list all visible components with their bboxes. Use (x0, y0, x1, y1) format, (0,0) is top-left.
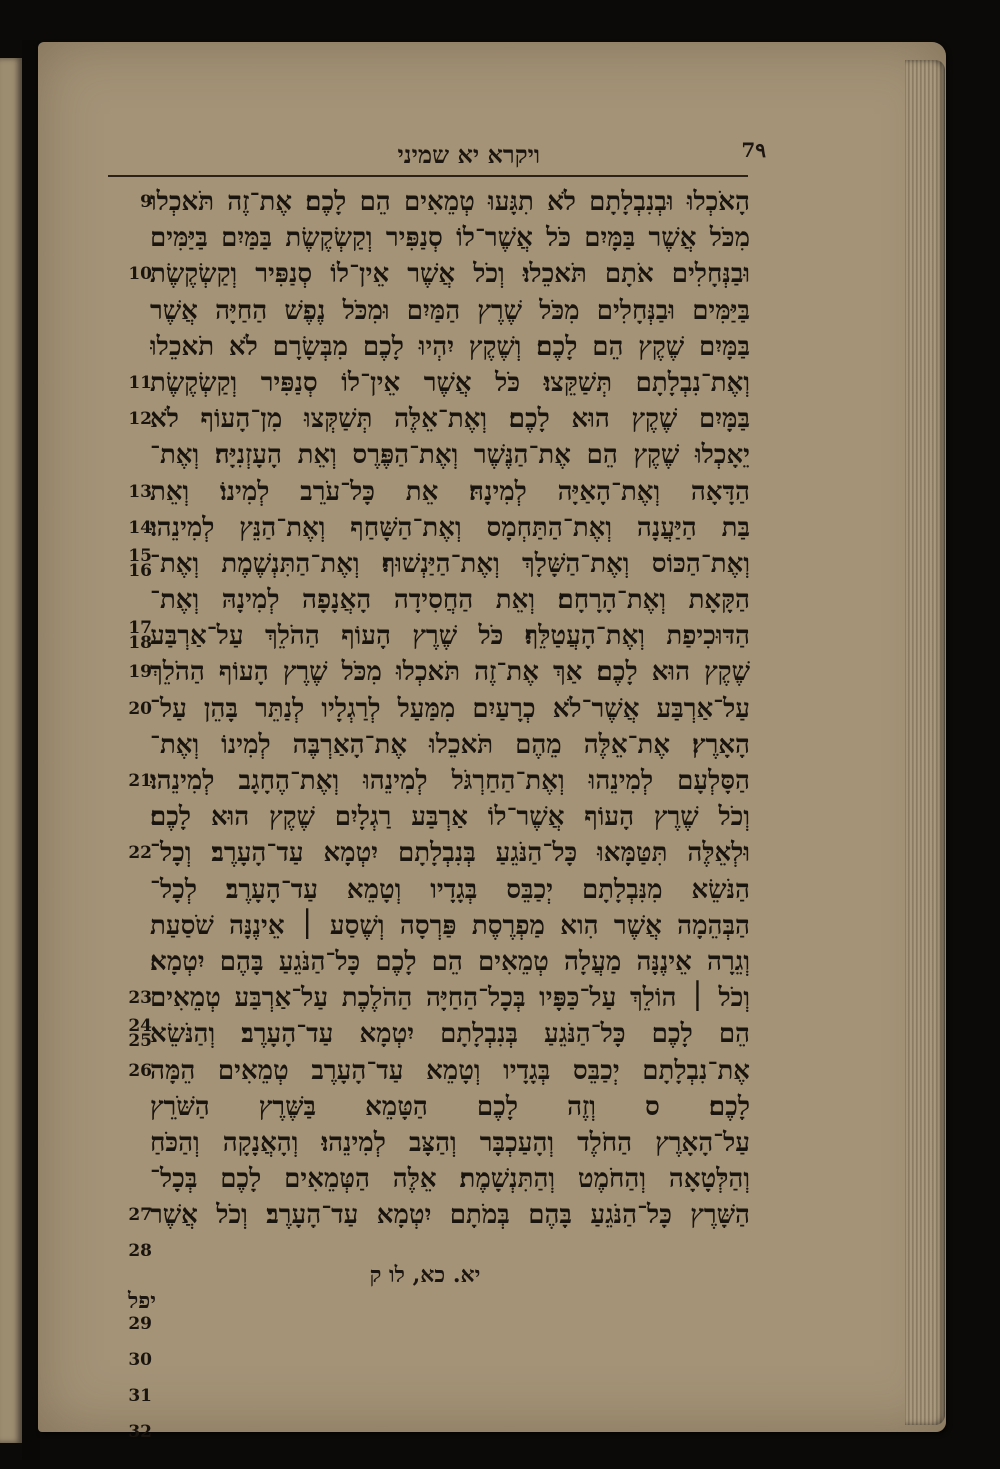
verse-number (112, 1089, 152, 1125)
verse-number (112, 582, 152, 618)
text-line: וְגֵרָה אֵינֶנָּה מַעֲלָה טְמֵאִים הֵם לָכֶם כָּל־הַנֹּגֵעַ בָּהֶם יִטְמָא׃ (150, 946, 750, 977)
text-line: וְאֶת־נִבְלָתָם תְּשַׁקֵּצוּ׃ כֹּל אֲשֶׁר אֵין־לוֹ סְנַפִּיר וְקַשְׂקֶשֶׂת (150, 367, 750, 398)
text-line: עַל־אַרְבַּע אֲשֶׁר־לֹא כְרָעַיִם מִמַּעַל לְרַגְלָיו לְנַתֵּר בָּהֵן עַל־ (150, 693, 750, 724)
text-line: הָאֹכְלוּ וּבְנִבְלָתָם לֹא תִגָּעוּ טְמֵאִים הֵם לָכֶם׃ אֶת־זֶה תֹּאכְלוּ (150, 187, 750, 217)
text-block (150, 184, 750, 1233)
verse-number: 13 (128, 481, 152, 502)
page-number: 7٩ (741, 138, 766, 162)
text-line: הַשָּׁרֶץ כָּל־הַנֹּגֵעַ בָּהֶם בְּמֹתָם יִטְמָא עַד־הָעָרֶב׃ וְכֹל אֲשֶׁר (150, 1200, 750, 1231)
verse-number: 20 (128, 698, 152, 719)
header-title: ויקרא יא שמיני (397, 140, 540, 169)
text-line: וּבַנְּחָלִים אֹתָם תֹּאכֵלוּ׃ וְכֹל אֲשֶׁר אֵין־לוֹ סְנַפִּיר וְקַשְׂקֶשֶׂת (150, 259, 750, 290)
verse-number (112, 329, 152, 365)
verse-number: 11 (128, 372, 152, 393)
verse-number (112, 437, 152, 473)
verse-number (112, 944, 152, 980)
text-line: הַדּוּכִיפַת וְאֶת־הָעֲטַלֵּף׃ כֹּל שֶׁרֶץ הָעוֹף הַהֹלֵךְ עַל־אַרְבַּע (150, 621, 750, 652)
verse-number: 23 (128, 988, 152, 1009)
text-line: וְכֹל שֶׁרֶץ הָעוֹף אֲשֶׁר־לוֹ אַרְבַּע רַגְלָיִם שֶׁקֶץ הוּא לָכֶם׃ (150, 802, 750, 833)
verse-number: 27 (128, 1205, 152, 1226)
text-line: עַל־הָאָרֶץ הַחֹלֶד וְהָעַכְבָּר וְהַצָּב לְמִינֵהוּ׃ וְהָאֲנָקָה וְהַכֹּחַ (150, 1127, 750, 1158)
verse-number: 12 (128, 409, 152, 430)
text-line: יֵאָכְלוּ שֶׁקֶץ הֵם אֶת־הַנֶּשֶׁר וְאֶת־הַפֶּרֶס וְאֵת הָעָזְנִיָּה׃ וְאֶת־ (150, 440, 750, 471)
text-line: הַנֹּשֵׂא מִנִּבְלָתָם יְכַבֵּס בְּגָדָיו וְטָמֵא עַד־הָעָרֶב׃ לְכָל־ (150, 874, 750, 905)
text-line: וְהַלְּטָאָה וְהַחֹמֶט וְהַתִּנְשָׁמֶת׃ אֵלֶּה הַטְּמֵאִים לָכֶם בְּכָל־ (150, 1164, 750, 1195)
text-line: הֵם לָכֶם כָּל־הַנֹּגֵעַ בְּנִבְלָתָם יִטְמָא עַד־הָעָרֶב׃ וְהַנֹּשֵׂא (150, 1019, 750, 1050)
text-line: הָאָרֶץ׃ אֶת־אֵלֶּה מֵהֶם תֹּאכֵלוּ אֶת־הָאַרְבֶּה לְמִינוֹ וְאֶת־ (150, 729, 750, 760)
verse-number: 22 (128, 843, 152, 864)
verse-number: 28 (128, 1241, 152, 1262)
verse-number: 9 (140, 192, 152, 212)
verse-number (112, 220, 152, 256)
text-line: הַדָּאָה וְאֶת־הָאַיָּה לְמִינָהּ׃ אֵת כָּל־עֹרֵב לְמִינוֹ׃ וְאֵת (150, 476, 750, 507)
verse-number: 32 (128, 1422, 152, 1443)
text-line: בַּיַּמִּים וּבַנְּחָלִים מִכֹּל שֶׁרֶץ הַמַּיִם וּמִכֹּל נֶפֶשׁ הַחַיָּה אֲשֶׁר (150, 295, 750, 326)
corner-mark: יפל (128, 1288, 157, 1314)
verse-number (112, 908, 152, 944)
verse-number: 30 (128, 1350, 152, 1370)
verse-number: 21 (128, 771, 152, 791)
verse-number (112, 727, 152, 763)
text-line: וּלְאֵלֶּה תִּטַּמָּאוּ כָּל־הַנֹּגֵעַ בְּנִבְלָתָם יִטְמָא עַד־הָעָרֶב׃ וְכָל־ (150, 838, 750, 869)
header-rule (108, 175, 748, 177)
verse-number: 26 (128, 1060, 152, 1081)
verse-number (112, 1161, 152, 1197)
text-line: וְאֶת־הַכּוֹס וְאֶת־הַשָּׁלָךְ וְאֶת־הַיַּנְשׁוּף׃ וְאֶת־הַתִּנְשֶׁמֶת וְאֶת־ (150, 548, 750, 579)
running-header (105, 134, 766, 176)
text-line: הַבְּהֵמָה אֲשֶׁר הִוא מַפְרֶסֶת פַּרְסָה וְשֶׁסַע ׀ אֵינֶנָּה שֹׁסַעַת (150, 910, 750, 941)
text-line: וְכֹל ׀ הוֹלֵךְ עַל־כַּפָּיו בְּכָל־הַחַיָּה הַהֹלֶכֶת עַל־אַרְבַּע טְמֵאִים (150, 983, 750, 1014)
verse-number (112, 1125, 152, 1161)
verse-number: 15 16 (128, 545, 152, 581)
verse-number (112, 872, 152, 908)
verse-number: 17 18 (128, 618, 152, 654)
verse-number: 19 (128, 662, 152, 683)
verse-number: 14 (128, 517, 152, 538)
verse-number: 29 (128, 1313, 152, 1334)
verse-number: 10 (128, 264, 152, 285)
text-line: אֶת־נִבְלָתָם יְכַבֵּס בְּגָדָיו וְטָמֵא עַד־הָעָרֶב טְמֵאִים הֵמָּה (150, 1055, 750, 1086)
printer-signature: יא. כא, לו ק (369, 1262, 481, 1288)
text-line: שֶׁקֶץ הוּא לָכֶם׃ אַךְ אֶת־זֶה תֹּאכְלוּ מִכֹּל שֶׁרֶץ הָעוֹף הַהֹלֵךְ (150, 657, 750, 688)
verse-number (112, 799, 152, 835)
text-line: בַּת הַיַּעֲנָה וְאֶת־הַתַּחְמָס וְאֶת־הַשָּׁחַף וְאֶת־הַנֵּץ לְמִינֵהוּ׃ (150, 512, 750, 543)
text-line: הַסָּלְעָם לְמִינֵהוּ וְאֶת־הַחַרְגֹּל לְמִינֵהוּ וְאֶת־הֶחָגָב לְמִינֵהוּ׃ (150, 766, 750, 796)
text-line: בַּמָּיִם שֶׁקֶץ הֵם לָכֶם׃ וְשֶׁקֶץ יִהְיוּ לָכֶם מִבְּשָׂרָם לֹא תֹאכֵלוּ (150, 331, 750, 362)
verse-number: 31 (128, 1386, 152, 1407)
facing-page-edge (0, 58, 22, 1443)
text-line: לָכֶם׃ ס וְזֶה לָכֶם הַטָּמֵא בַּשֶּׁרֶץ הַשֹּׁרֵץ (150, 1091, 750, 1122)
page-edges (905, 60, 945, 1425)
text-line: הַקָּאָת וְאֶת־הָרָחָם׃ וְאֵת הַחֲסִידָה הָאֲנָפָה לְמִינָהּ וְאֶת־ (150, 585, 750, 616)
text-line: מִכֹּל אֲשֶׁר בַּמָּיִם כֹּל אֲשֶׁר־לוֹ סְנַפִּיר וְקַשְׂקֶשֶׂת בַּמַּיִם בַּיַּמִּים (150, 223, 750, 254)
verse-number (112, 293, 152, 329)
verse-number-column (112, 184, 152, 1451)
verse-number: 24 25 (128, 1016, 152, 1052)
text-line: בַּמָּיִם שֶׁקֶץ הוּא לָכֶם׃ וְאֶת־אֵלֶּה תְּשַׁקְּצוּ מִן־הָעוֹף לֹא (150, 404, 750, 435)
